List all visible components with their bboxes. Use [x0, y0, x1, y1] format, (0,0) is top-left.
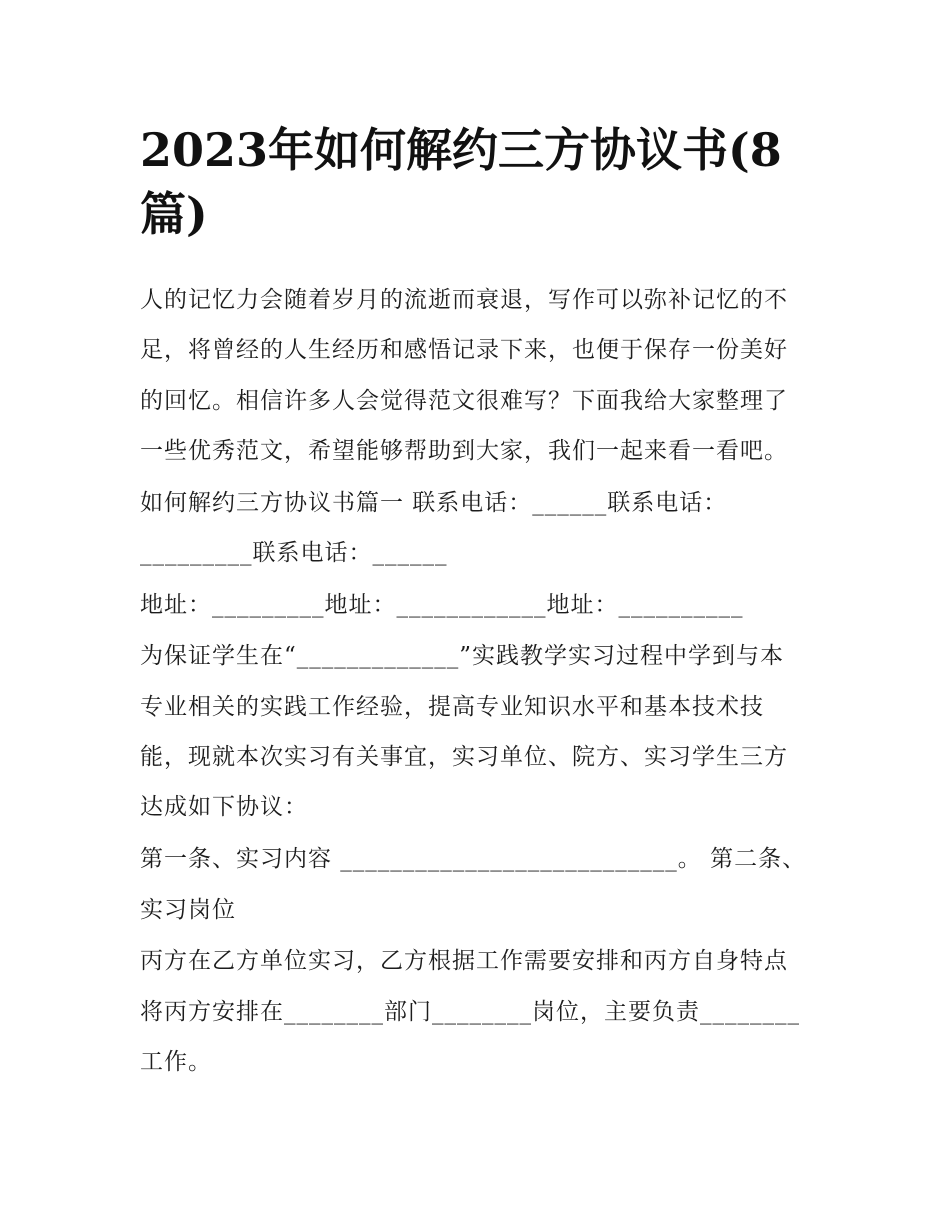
body-line-2: 足，将曾经的人生经历和感悟记录下来，也便于保存一份美好	[140, 337, 788, 363]
body-line-1: 人的记忆力会随着岁月的流逝而衰退，写作可以弥补记忆的不	[140, 287, 788, 313]
body-line-14: 丙方在乙方单位实习，乙方根据工作需要安排和丙方自身特点	[140, 948, 788, 974]
body-line-7: 地址：_________地址：____________地址：__________	[140, 592, 744, 618]
body-line-11: 达成如下协议：	[140, 794, 308, 820]
document-title	[140, 118, 820, 246]
title-line-1: 2023年如何解约三方协议书(8	[140, 123, 782, 177]
body-line-4: 一些优秀范文，希望能够帮助到大家，我们一起来看一看吧。	[140, 438, 788, 464]
title-line-2: 篇)	[140, 187, 208, 241]
body-line-8: 为保证学生在“_____________”实践教学实习过程中学到与本	[140, 643, 785, 669]
body-line-10: 能，现就本次实习有关事宜，实习单位、院方、实习学生三方	[140, 744, 788, 770]
body-line-6: _________联系电话：______	[140, 540, 448, 566]
body-line-13: 实习岗位	[140, 897, 236, 923]
body-line-3: 的回忆。相信许多人会觉得范文很难写？下面我给大家整理了	[140, 388, 788, 414]
body-line-16: 工作。	[140, 1049, 212, 1075]
body-line-15: 将丙方安排在________部门________岗位，主要负责________	[140, 999, 800, 1025]
body-line-12: 第一条、实习内容 ___________________________。 第二条、	[140, 846, 807, 872]
body-line-9: 专业相关的实践工作经验，提高专业知识水平和基本技术技	[140, 694, 764, 720]
body-line-5: 如何解约三方协议书篇一 联系电话：______联系电话：	[140, 490, 728, 516]
